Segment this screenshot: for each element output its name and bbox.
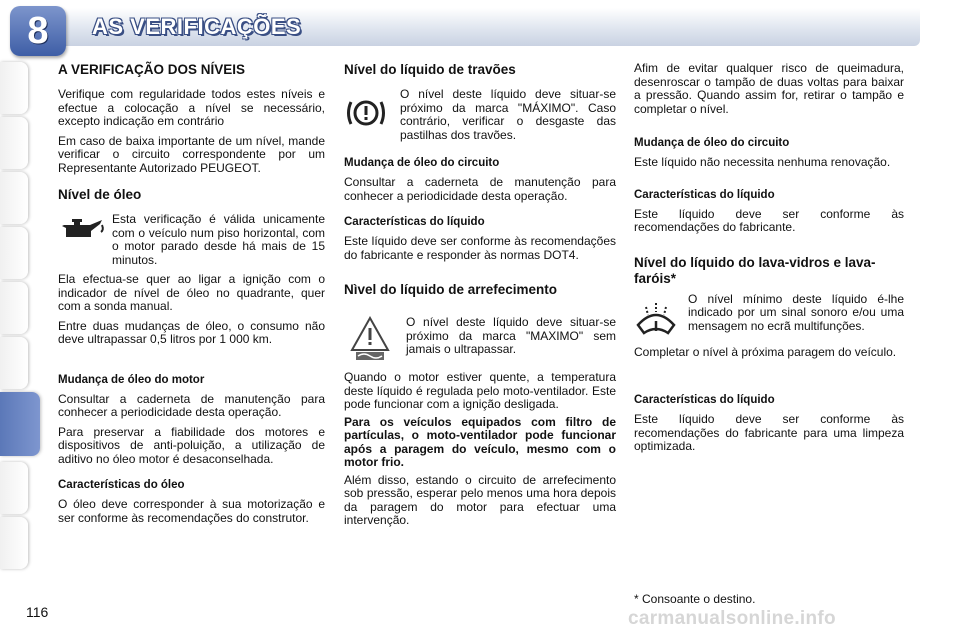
side-tab-9[interactable] (0, 517, 28, 569)
brake-characteristics-heading: Características do líquido (344, 216, 485, 228)
brake-circuit-change-heading: Mudança de óleo do circuito (344, 157, 500, 169)
coolant-paragraph-3: Além disso, estando o circuito de arrefecimento sob pressão, esperar pelo menos uma hora depois da paragem do motor para efectuar uma intervenção. (344, 472, 616, 527)
washer-characteristics-heading: Características do líquido (634, 394, 775, 406)
side-tab-1[interactable] (0, 62, 28, 114)
side-tab-4[interactable] (0, 227, 28, 279)
chapter-badge: 8 (10, 6, 66, 56)
side-tab-2[interactable] (0, 117, 28, 169)
washer-fluid-note (634, 293, 904, 344)
coolant-continued-paragraph: Afim de evitar qualquer risco de queimadura, desenroscar o tampão de duas voltas para baixar a pressão. Quando assim for, retirar o tampão e completar o nível. (634, 61, 904, 116)
section-title-levels: A VERIFICAÇÃO DOS NÍVEIS (58, 62, 246, 77)
washer-characteristics-p: Este líquido deve ser conforme às recomendações do fabricante para uma limpeza optimizada. (634, 412, 904, 453)
engine-oil-change-p1: Consultar a caderneta de manutenção para conhecer a periodicidade desta operação. (58, 391, 325, 419)
watermark: carmanualsonline.info (628, 608, 836, 629)
oil-characteristics-heading: Características do óleo (58, 479, 185, 491)
oil-icon-text: Esta verificação é válida unicamente com o veículo num piso horizontal, com o motor parado desde há mais de 15 minutos. (112, 212, 325, 267)
brake-fluid-note (344, 88, 616, 142)
engine-oil-change-p2: Para preservar a fiabilidade dos motores e dispositivos de anti-poluição, a utilização de aditivo no óleo motor é desaconselhada. (58, 424, 325, 466)
coolant-paragraph-1: Quando o motor estiver quente, a temperatura deste líquido é regulada pelo moto-ventilador. Este pode funcionar com a ignição desligada. (344, 370, 616, 411)
washer-icon-text: O nível mínimo deste líquido é-lhe indicado por um sinal sonoro e/ou uma mensagem no ecrã multifunções. (688, 291, 904, 333)
coolant-characteristics-p: Este líquido deve ser conforme às recomendações do fabricante. (634, 206, 904, 234)
oil-level-heading: Nível de óleo (58, 187, 142, 202)
page-number: 116 (26, 604, 49, 620)
coolant-characteristics-heading: Características do líquido (634, 188, 775, 201)
footnote: * Consoante o destino. (634, 592, 756, 606)
side-tab-3[interactable] (0, 172, 28, 224)
brake-circuit-change-p: Consultar a caderneta de manutenção para conhecer a periodicidade desta operação. (344, 175, 616, 203)
intro-paragraph-2: Em caso de baixa importante de um nível, mande verificar o circuito correspondente por um Representante Autorizado PEUGEOT. (58, 133, 325, 175)
coolant-icon-text: O nível deste líquido deve situar-se próximo da marca "MAXIMO" sem jamais o ultrapassar. (406, 315, 616, 356)
brake-icon-text: O nível deste líquido deve situar-se próximo da marca "MÁXIMO". Caso contrário, verificar o desgaste das pastilhas dos travões. (400, 87, 616, 142)
washer-paragraph: Completar o nível à próxima paragem do veículo. (634, 344, 897, 359)
coolant-circuit-change-heading: Mudança de óleo do circuito (634, 137, 790, 149)
oil-characteristics-p: O óleo deve corresponder à sua motorização e ser conforme às recomendações do construtor. (58, 497, 325, 525)
oil-can-icon (58, 213, 106, 252)
washer-fluid-heading: Nível do líquido do lava-vidros e lava-faróis* (634, 254, 876, 286)
intro-paragraph-1: Verifique com regularidade todos estes níveis e efectue a colocação a nível se necessário, excepto indicação em contrário (58, 87, 325, 128)
brake-characteristics-p: Este líquido deve ser conforme às recomendações do fabricante e responder às normas DOT4. (344, 234, 616, 262)
coolant-paragraph-2: Para os veículos equipados com filtro de partículas, o moto-ventilador pode funcionar após a paragem do veículo, mesmo com o motor frio. (344, 414, 616, 469)
coolant-heading: Nìvel do líquido de arrefecimento (344, 282, 558, 297)
engine-oil-change-heading: Mudança de óleo do motor (58, 373, 205, 386)
column-right (634, 62, 904, 454)
washer-icon (634, 293, 682, 344)
coolant-warning-icon (344, 316, 400, 367)
side-tab-6[interactable] (0, 337, 28, 389)
brake-fluid-heading: Nível do líquido de travões (344, 62, 516, 77)
column-left (58, 62, 325, 525)
side-tab-8[interactable] (0, 462, 28, 514)
side-tab-active[interactable] (0, 392, 40, 456)
brake-warning-icon (344, 88, 394, 135)
chapter-title: AS VERIFICAÇÕES (92, 14, 302, 39)
oil-paragraph-2: Entre duas mudanças de óleo, o consumo não deve ultrapassar 0,5 litros por 1 000 km. (58, 318, 325, 346)
oil-level-note (58, 213, 325, 267)
oil-paragraph-1: Ela efectua-se quer ao ligar a ignição com o indicador de nível de óleo no quadrante, quer com a sonda manual. (58, 272, 325, 313)
coolant-note (344, 316, 616, 367)
header-bar (0, 0, 960, 58)
column-middle (344, 62, 616, 528)
coolant-circuit-change-p: Este líquido não necessita nenhuma renovação. (634, 155, 891, 169)
side-tab-5[interactable] (0, 282, 28, 334)
